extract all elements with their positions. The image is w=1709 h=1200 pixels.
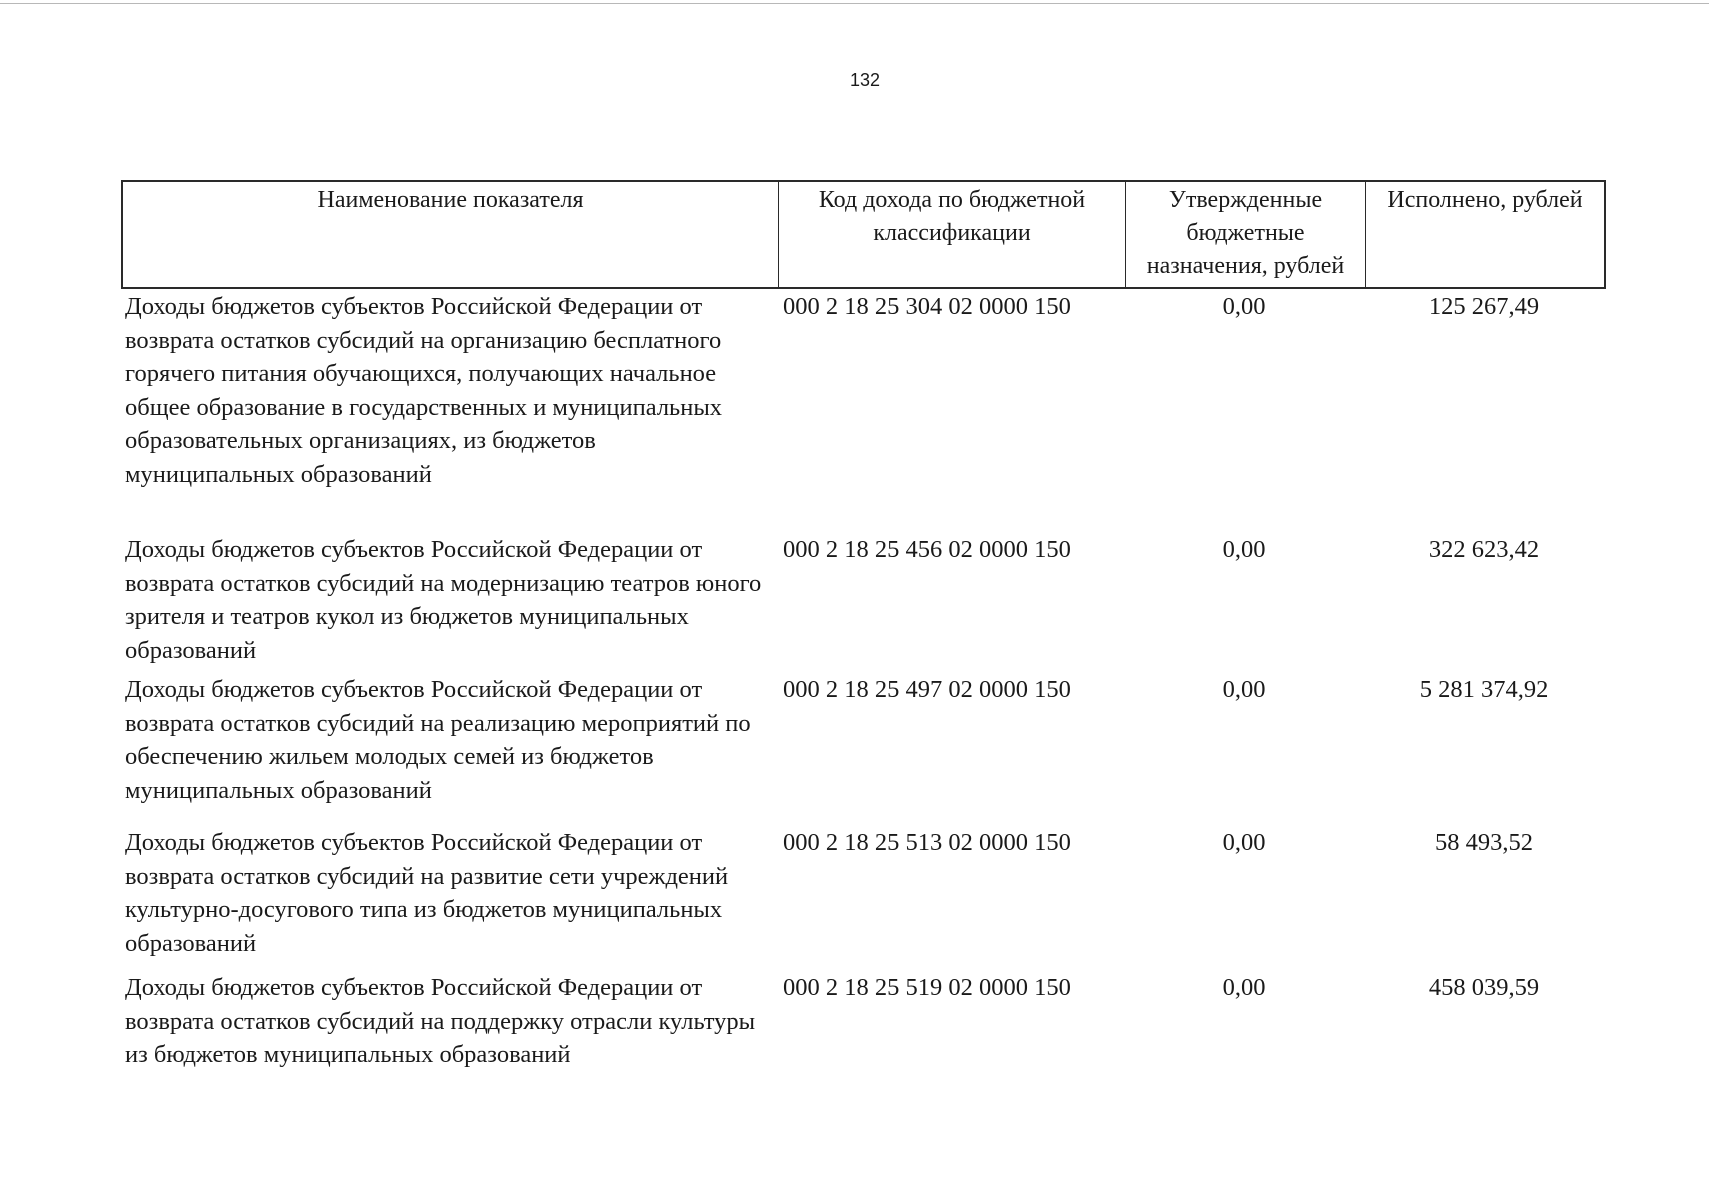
row-executed-amount: 125 267,49 [1428, 293, 1540, 320]
row-approved-amount: 0,00 [1222, 829, 1266, 856]
page-number: 132 [849, 70, 881, 90]
header-income-code: Код дохода по бюджетной классификации [779, 182, 1126, 287]
row-indicator-name: Доходы бюджетов субъектов Российской Федерации от возврата остатков субсидий на модернизацию театров юного зрителя и театров кукол из бюджетов муниципальных образований [125, 536, 762, 664]
page-top-edge [0, 3, 1709, 4]
row-income-code: 000 2 18 25 497 02 0000 150 [783, 676, 1071, 703]
row-approved-amount: 0,00 [1222, 974, 1266, 1001]
row-indicator-name: Доходы бюджетов субъектов Российской Федерации от возврата остатков субсидий на организацию бесплатного горячего питания обучающихся, получающих начальное общее образование в государственных и муниципальных образовательных организациях, из бюджетов муниципальных образований [125, 293, 723, 488]
row-indicator-name: Доходы бюджетов субъектов Российской Федерации от возврата остатков субсидий на поддержку отрасли культуры из бюджетов муниципальных образований [125, 974, 756, 1068]
row-executed-amount: 5 281 374,92 [1419, 676, 1549, 703]
header-approved-amount: Утвержденные бюджетные назначения, рублей [1126, 182, 1366, 287]
row-approved-amount: 0,00 [1222, 536, 1266, 563]
row-approved-amount: 0,00 [1222, 676, 1266, 703]
header-executed-amount: Исполнено, рублей [1387, 187, 1583, 213]
row-indicator-name: Доходы бюджетов субъектов Российской Федерации от возврата остатков субсидий на реализацию мероприятий по обеспечению жильем молодых семей из бюджетов муниципальных образований [125, 676, 751, 804]
row-income-code: 000 2 18 25 304 02 0000 150 [783, 293, 1071, 320]
table-header [121, 180, 1606, 289]
header-indicator-name: Наименование показателя [123, 182, 779, 287]
row-income-code: 000 2 18 25 513 02 0000 150 [783, 829, 1071, 856]
row-approved-amount: 0,00 [1222, 293, 1266, 320]
row-executed-amount: 458 039,59 [1428, 974, 1540, 1001]
row-indicator-name: Доходы бюджетов субъектов Российской Федерации от возврата остатков субсидий на развитие сети учреждений культурно-досугового типа из бюджетов муниципальных образований [125, 829, 729, 957]
row-income-code: 000 2 18 25 456 02 0000 150 [783, 536, 1071, 563]
row-executed-amount: 58 493,52 [1435, 829, 1533, 856]
row-executed-amount: 322 623,42 [1428, 536, 1540, 563]
row-income-code: 000 2 18 25 519 02 0000 150 [783, 974, 1071, 1001]
